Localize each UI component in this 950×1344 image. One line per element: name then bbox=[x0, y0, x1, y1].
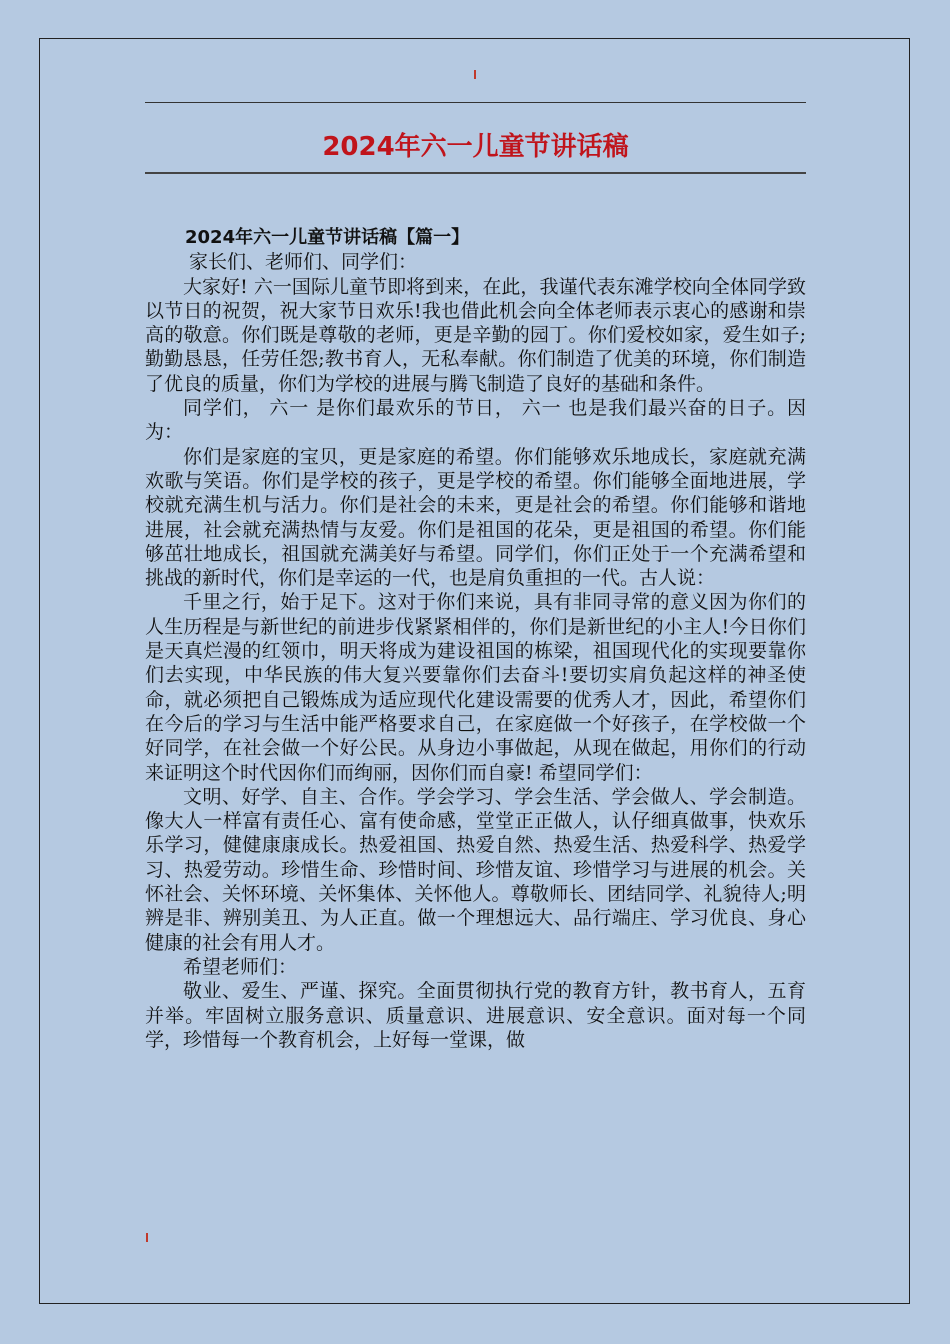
paragraph-intro: 同学们， 六一 是你们最欢乐的节日， 六一 也是我们最兴奋的日子。因为： bbox=[145, 397, 806, 444]
paragraph-expectations-teachers: 敬业、爱生、严谨、探究。全面贯彻执行党的教育方针，教书育人，五育并举。牢固树立服务意识、质量意识、进展意识、安全意识。面对每一个同学，珍惜每一个教育机会，上好每一堂课，做 bbox=[145, 980, 806, 1051]
paragraph-teachers-heading: 希望老师们： bbox=[183, 955, 298, 978]
title-rule bbox=[145, 172, 806, 174]
document-title: 2024年六一儿童节讲话稿 bbox=[322, 132, 629, 162]
header-rule bbox=[145, 102, 806, 103]
paragraph-hope: 你们是家庭的宝贝，更是家庭的希望。你们能够欢乐地成长，家庭就充满欢歌与笑语。你们是学校的孩子，更是学校的希望。你们能够全面地进展，学校就充满生机与活力。你们是社会的未来，更是社会的希望。你们能够和谐地进展，社会就充满热情与友爱。你们是祖国的花朵，更是祖国的希望。你们能够茁壮地成长，祖国就充满美好与希望。同学们，你们正处于一个充满希望和挑战的新时代，你们是幸运的一代，也是肩负重担的一代。古人说： bbox=[145, 445, 806, 590]
footer-mark bbox=[146, 1233, 148, 1242]
paragraph-greeting: 大家好! 六一国际儿童节即将到来，在此，我谨代表东滩学校向全体同学致以节日的祝贺，祝大家节日欢乐!我也借此机会向全体老师表示衷心的感谢和崇高的敬意。你们既是尊敬的老师，更是辛勤的园丁。你们爱校如家，爱生如子;勤勤恳恳，任劳任怨;教书育人，无私奉献。你们制造了优美的环境，你们制造了优良的质量，你们为学校的进展与腾飞制造了良好的基础和条件。 bbox=[145, 275, 806, 395]
section-heading: 2024年六一儿童节讲话稿【篇一】 bbox=[185, 227, 470, 248]
paragraph-expectations-students: 文明、好学、自主、合作。学会学习、学会生活、学会做人、学会制造。像大人一样富有责任心、富有使命感，堂堂正正做人，认仔细真做事，快欢乐乐学习，健健康康成长。热爱祖国、热爱自然、热爱生活、热爱科学、热爱学习、热爱劳动。珍惜生命、珍惜时间、珍惜友谊、珍惜学习与进展的机会。关怀社会、关怀环境、关怀集体、关怀他人。尊敬师长、团结同学、礼貌待人;明辨是非、辨别美丑、为人正直。做一个理想远大、品行端庄、学习优良、身心健康的社会有用人才。 bbox=[145, 785, 806, 954]
document-body bbox=[145, 226, 806, 1052]
paragraph-journey: 千里之行，始于足下。这对于你们来说，具有非同寻常的意义因为你们的人生历程是与新世纪的前进步伐紧紧相伴的，你们是新世纪的小主人!今日你们是天真烂漫的红领巾，明天将成为建设祖国的栋梁，祖国现代化的实现要靠你们去实现，中华民族的伟大复兴要靠你们去奋斗!要切实肩负起这样的神圣使命，就必须把自己锻炼成为适应现代化建设需要的优秀人才，因此，希望你们在今后的学习与生活中能严格要求自己，在家庭做一个好孩子，在学校做一个好同学，在社会做一个好公民。从身边小事做起，从现在做起，用你们的行动来证明这个时代因你们而绚丽，因你们而自豪! 希望同学们： bbox=[145, 591, 806, 784]
header-mark bbox=[474, 70, 476, 79]
paragraph-salutation: 家长们、老师们、同学们： bbox=[189, 251, 418, 274]
